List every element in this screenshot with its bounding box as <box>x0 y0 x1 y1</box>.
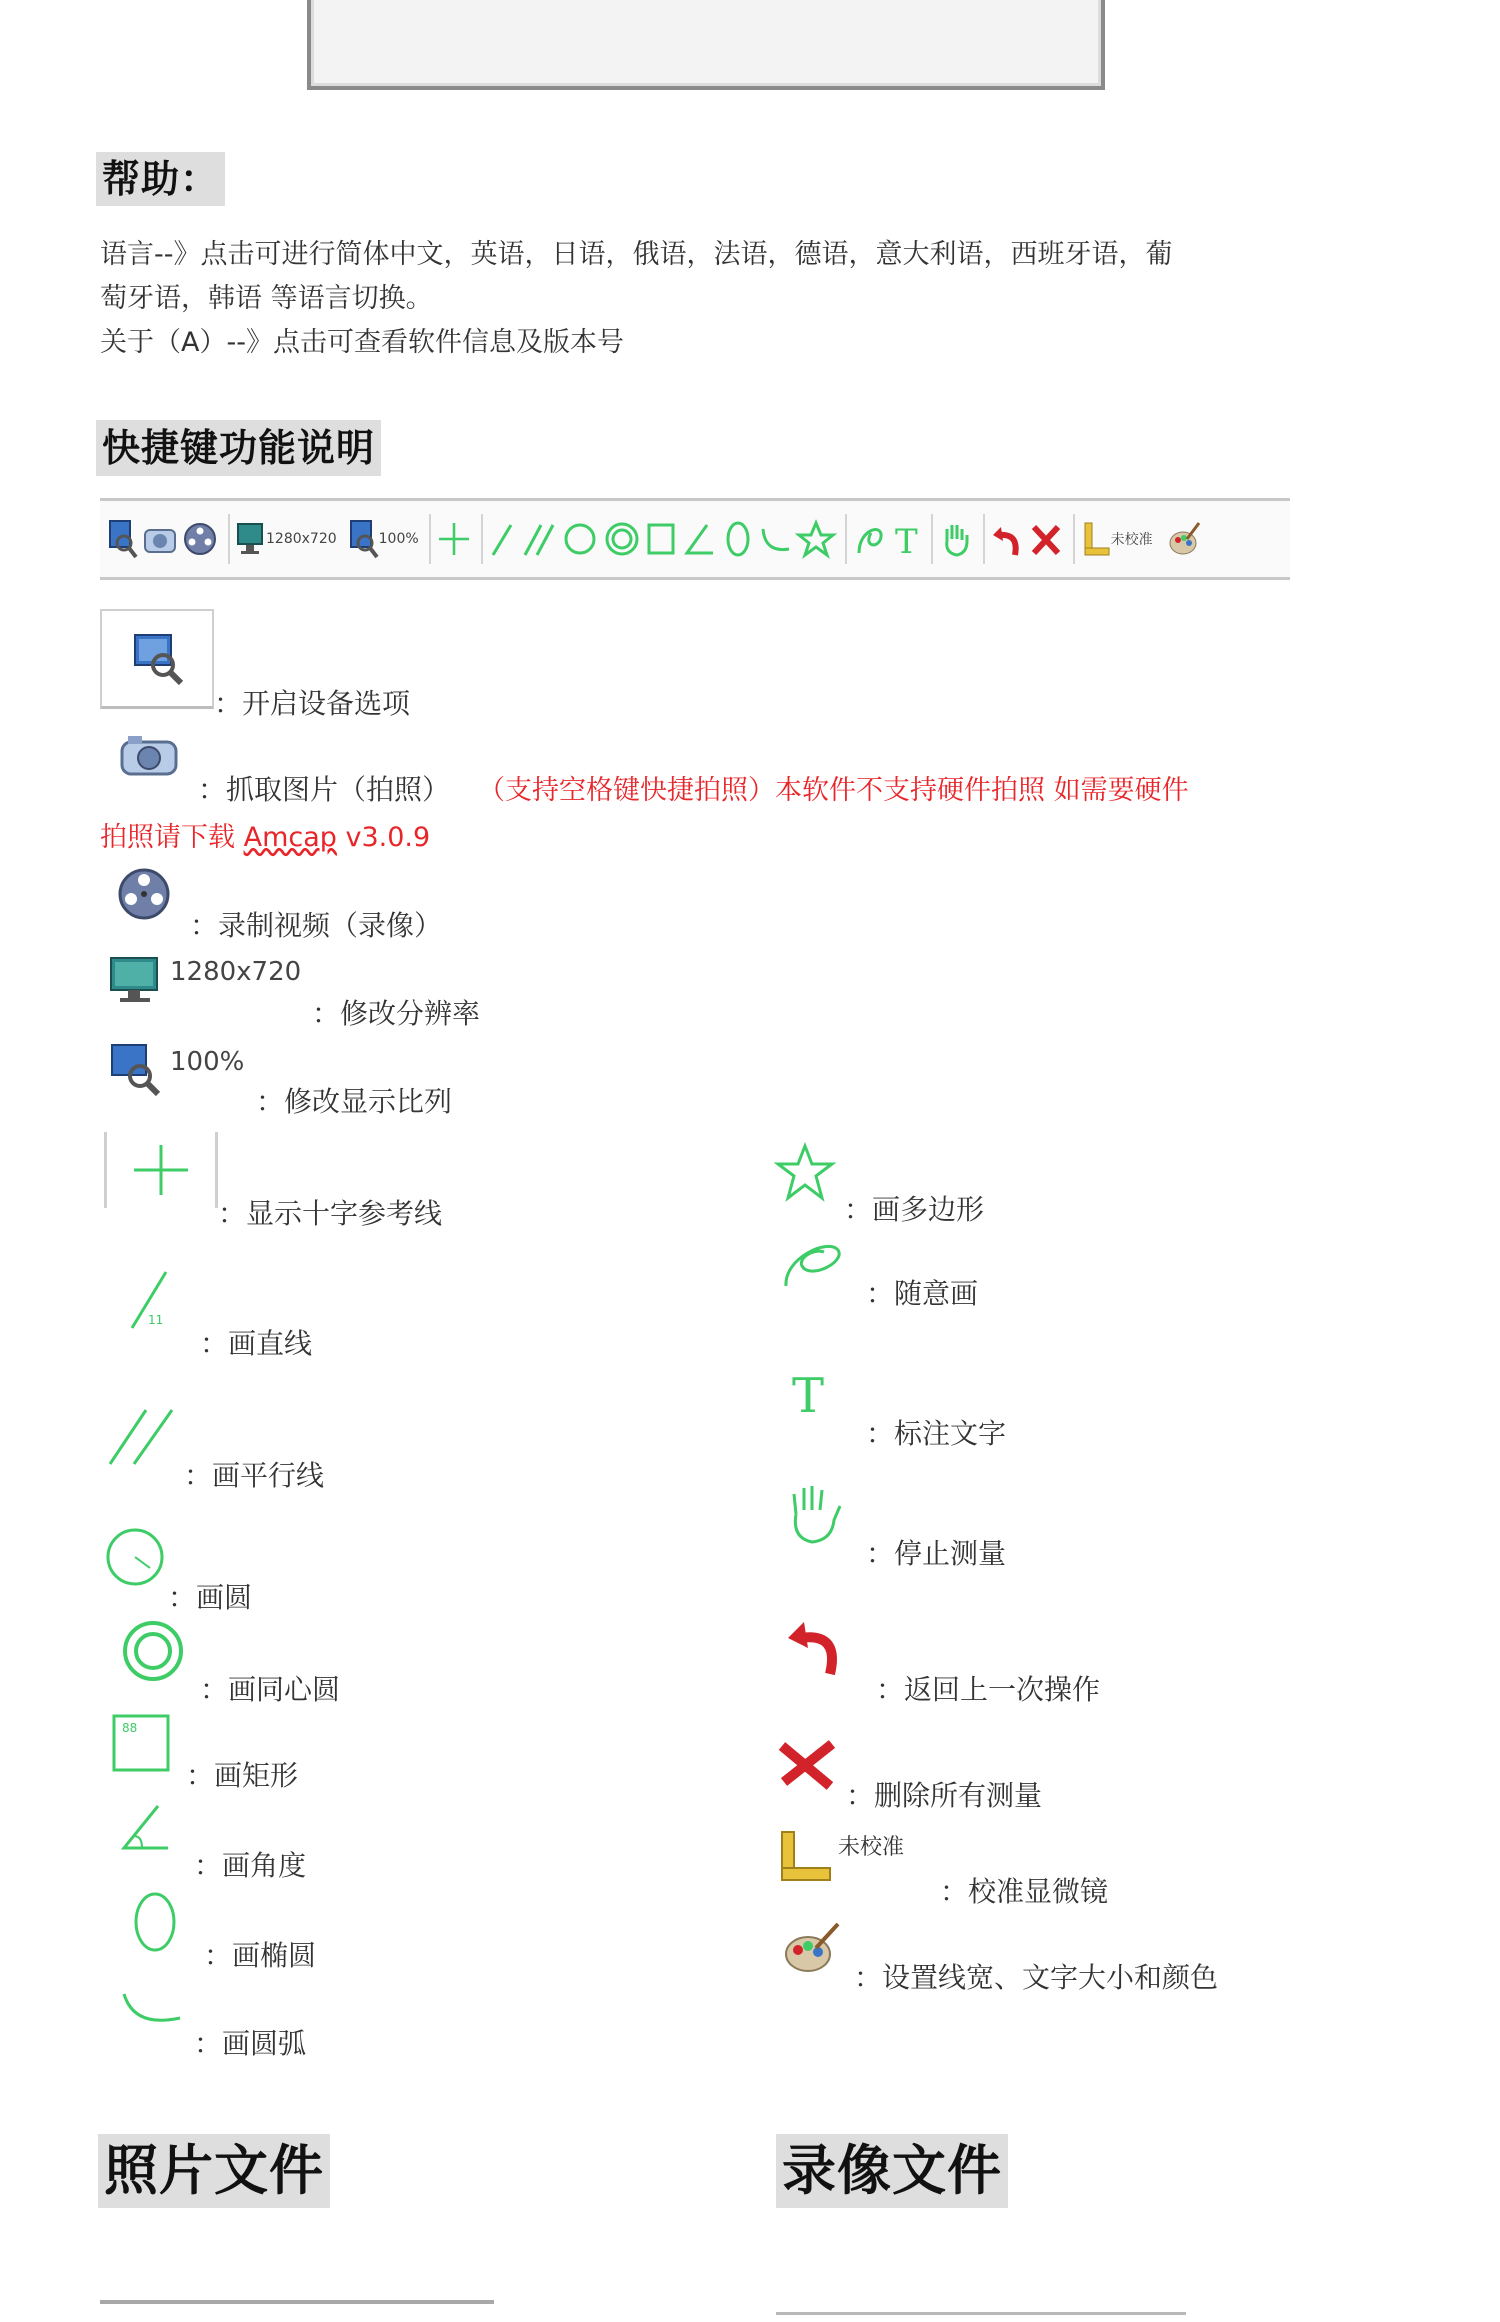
concentric-label: ：画同心圆 <box>200 1673 341 1706</box>
toolbar-separator <box>845 514 847 564</box>
device-options-item <box>100 596 410 722</box>
rectangle-icon <box>110 1712 172 1774</box>
monitor-icon <box>108 954 164 1006</box>
rectangle-icon[interactable] <box>645 510 679 568</box>
toolbar-calibrate-text: 未校准 <box>1110 532 1153 548</box>
help-language-line1: 语言--》点击可进行简体中文，英语，日语，俄语，法语，德语，意大利语，西班牙语，葡 <box>100 239 1173 270</box>
arc-icon[interactable] <box>759 510 793 568</box>
film-reel-icon[interactable] <box>182 510 218 568</box>
concentric-circle-icon[interactable] <box>603 510 641 568</box>
parallel-line-icon <box>106 1406 180 1468</box>
help-title: 帮助： <box>96 152 225 206</box>
zoom-icon <box>108 1042 164 1098</box>
freehand-icon[interactable] <box>853 510 887 568</box>
text-item <box>790 1368 830 1424</box>
resolution-value: 1280x720 <box>170 957 302 987</box>
hand-stop-icon[interactable] <box>939 510 973 568</box>
photo-frame-edge <box>100 2300 494 2304</box>
toolbar-separator <box>983 514 985 564</box>
resolution-label: ：修改分辨率 <box>312 997 481 1030</box>
delete-all-label: ：删除所有测量 <box>846 1779 1043 1812</box>
help-about-line: 关于（A）--》点击可查看软件信息及版本号 <box>100 327 624 358</box>
red-x-icon[interactable] <box>1029 510 1063 568</box>
record-item <box>116 866 172 922</box>
line-label: ：画直线 <box>200 1327 313 1360</box>
undo-arrow-icon <box>786 1618 848 1680</box>
arc-label: ：画圆弧 <box>194 2027 307 2060</box>
angle-item <box>118 1800 174 1856</box>
film-reel-icon <box>116 866 172 922</box>
circle-item <box>104 1526 166 1588</box>
photo-files-title: 照片文件 <box>98 2134 330 2208</box>
video-frame-edge <box>776 2312 1186 2315</box>
delete-all-item <box>776 1736 838 1790</box>
camera-icon <box>118 732 180 778</box>
zoom-icon[interactable] <box>349 510 419 568</box>
polygon-item <box>774 1142 836 1204</box>
circle-icon[interactable] <box>561 510 599 568</box>
toolbar-separator <box>228 514 230 564</box>
shortcut-toolbar <box>100 498 1290 580</box>
toolbar-separator <box>481 514 483 564</box>
palette-icon[interactable] <box>1167 510 1201 568</box>
parallel-label: ：画平行线 <box>184 1459 325 1492</box>
settings-item <box>782 1920 842 1976</box>
svg-text:T: T <box>792 1368 825 1424</box>
capture-note-line2 <box>100 815 430 854</box>
hand-stop-icon <box>784 1480 846 1546</box>
angle-icon <box>118 1800 174 1856</box>
device-options-label: ：开启设备选项 <box>214 687 411 720</box>
polygon-label: ：画多边形 <box>844 1193 985 1226</box>
ruler-icon[interactable] <box>1081 510 1153 568</box>
crosshair-icon[interactable] <box>437 510 471 568</box>
calibrate-value: 未校准 <box>838 1834 905 1860</box>
video-files-title: 录像文件 <box>776 2134 1008 2208</box>
toolbar-separator <box>931 514 933 564</box>
toolbar-separator <box>1073 514 1075 564</box>
camera-icon[interactable] <box>142 510 178 568</box>
help-language-line2: 萄牙语，韩语 等语言切换。 <box>100 283 433 314</box>
palette-icon <box>782 1920 842 1976</box>
device-options-icon[interactable] <box>108 510 138 568</box>
arc-icon <box>120 1990 184 2030</box>
toolbar-separator <box>429 514 431 564</box>
concentric-item <box>120 1618 186 1684</box>
amcap-version: v3.0.9 <box>336 822 431 853</box>
text-t-icon <box>790 1368 830 1424</box>
ellipse-icon <box>130 1888 180 1956</box>
capture-note: （支持空格键快捷拍照）本软件不支持硬件拍照 如需要硬件 <box>478 775 1189 806</box>
angle-label: ：画角度 <box>194 1849 307 1882</box>
line-icon[interactable] <box>489 510 519 568</box>
calibrate-item <box>778 1828 904 1884</box>
line-item <box>126 1268 176 1332</box>
circle-icon <box>104 1526 166 1588</box>
star-polygon-icon[interactable] <box>797 510 835 568</box>
circle-label: ：画圆 <box>168 1581 253 1614</box>
rectangle-item <box>110 1712 172 1774</box>
text-label: ：标注文字 <box>866 1417 1007 1450</box>
crosshair-item <box>104 1132 218 1208</box>
calibrate-label: ：校准显微镜 <box>940 1875 1109 1908</box>
freehand-label: ：随意画 <box>866 1277 979 1310</box>
undo-arrow-icon[interactable] <box>991 510 1025 568</box>
parallel-item <box>106 1406 180 1468</box>
shortcuts-title: 快捷键功能说明 <box>96 420 381 476</box>
stop-item <box>784 1480 846 1546</box>
freehand-icon <box>780 1236 846 1292</box>
parallel-line-icon[interactable] <box>523 510 557 568</box>
ellipse-item <box>130 1888 180 1956</box>
crosshair-icon <box>104 1132 218 1208</box>
ellipse-label: ：画椭圆 <box>204 1939 317 1972</box>
device-options-icon <box>100 609 214 709</box>
svg-text:T: T <box>894 522 918 562</box>
record-label: ：录制视频（录像） <box>190 909 443 942</box>
text-t-icon[interactable] <box>891 510 921 568</box>
svg-text:88: 88 <box>122 1721 138 1735</box>
arc-item <box>120 1990 184 2030</box>
angle-icon[interactable] <box>683 510 717 568</box>
zoom-label: ：修改显示比列 <box>256 1085 453 1118</box>
undo-label: ：返回上一次操作 <box>876 1673 1101 1706</box>
amcap-link[interactable]: Amcap <box>243 822 337 853</box>
ruler-icon <box>778 1828 834 1884</box>
top-window-frame <box>307 0 1105 90</box>
capture-item <box>118 732 180 778</box>
ellipse-icon[interactable] <box>721 510 755 568</box>
star-polygon-icon <box>774 1142 836 1204</box>
capture-label: ：抓取图片（拍照） <box>198 773 451 806</box>
red-x-icon <box>776 1736 838 1790</box>
zoom-item <box>108 1042 244 1098</box>
rectangle-label: ：画矩形 <box>186 1759 299 1792</box>
toolbar-zoom-text: 100% <box>378 531 419 547</box>
capture-note-prefix: 拍照请下载 <box>100 822 244 853</box>
freehand-item <box>780 1236 846 1292</box>
line-icon <box>126 1268 176 1332</box>
resolution-item <box>108 954 301 1006</box>
zoom-value: 100% <box>170 1047 245 1077</box>
crosshair-label: ：显示十字参考线 <box>218 1197 443 1230</box>
stop-label: ：停止测量 <box>866 1537 1007 1570</box>
monitor-icon[interactable] <box>236 510 337 568</box>
svg-text:11: 11 <box>148 1313 164 1327</box>
toolbar-resolution-text: 1280x720 <box>266 531 337 547</box>
undo-item <box>786 1618 848 1680</box>
concentric-circle-icon <box>120 1618 186 1684</box>
settings-label: ：设置线宽、文字大小和颜色 <box>854 1961 1219 1994</box>
